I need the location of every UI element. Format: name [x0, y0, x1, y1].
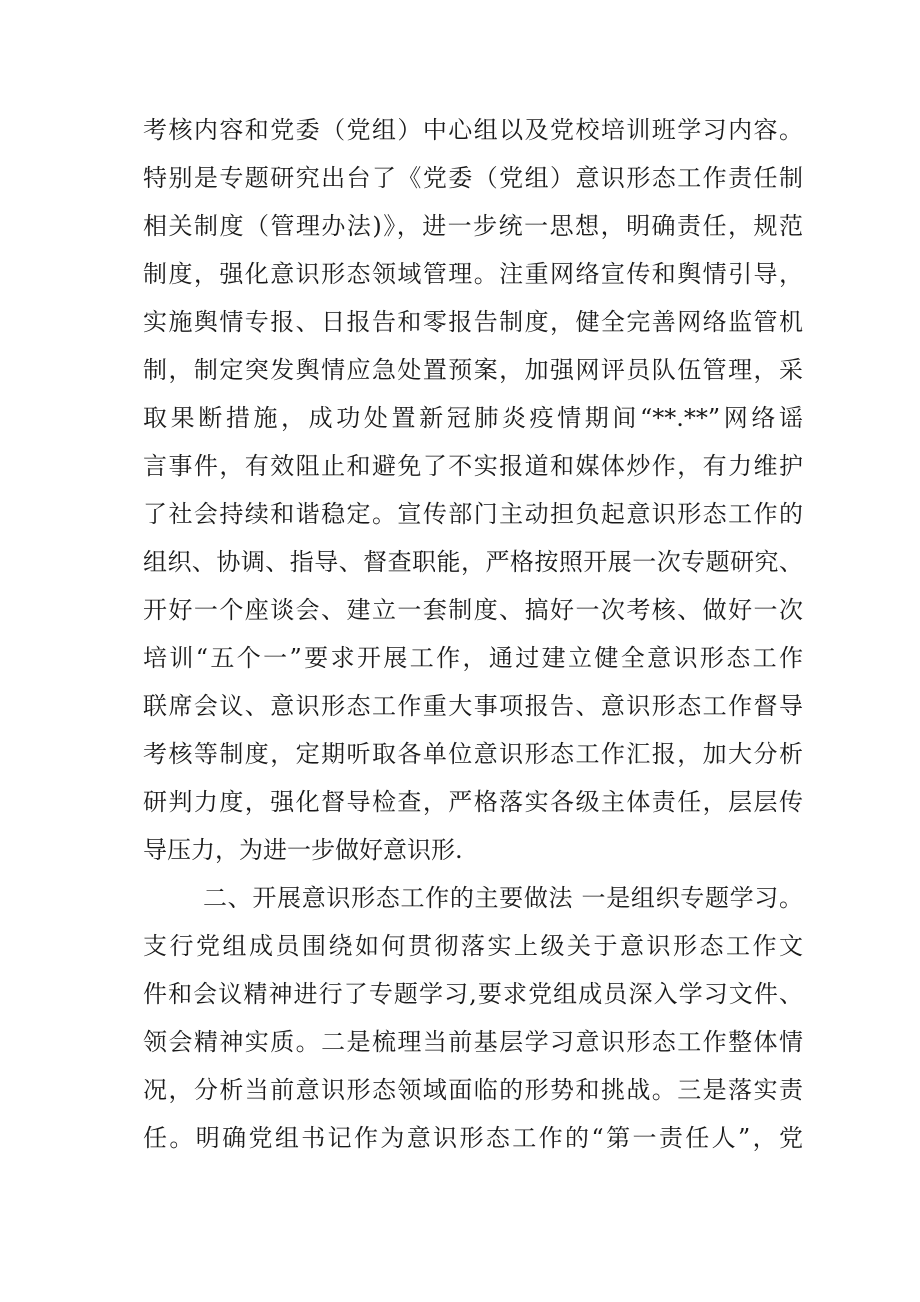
paragraph-line: 任。明确党组书记作为意识形态工作的“第一责任人”，党: [143, 1124, 803, 1152]
paragraph-line: 制，制定突发舆情应急处置预案，加强网评员队伍管理，采: [143, 356, 803, 384]
paragraph-line: 培训“五个一”要求开展工作，通过建立健全意识形态工作: [143, 644, 803, 672]
paragraph-line: 了社会持续和谐稳定。宣传部门主动担负起意识形态工作的: [143, 500, 803, 528]
paragraph-line: 组织、协调、指导、督查职能，严格按照开展一次专题研究、: [143, 548, 803, 576]
paragraph-line: 领会精神实质。二是梳理当前基层学习意识形态工作整体情: [143, 1028, 803, 1056]
paragraph-line: 联席会议、意识形态工作重大事项报告、意识形态工作督导: [143, 692, 803, 720]
paragraph-line: 相关制度（管理办法)》，进一步统一思想，明确责任，规范: [143, 212, 803, 240]
paragraph-line: 况，分析当前意识形态领域面临的形势和挑战。三是落实责: [143, 1076, 803, 1104]
paragraph-line: 考核内容和党委（党组）中心组以及党校培训班学习内容。: [143, 116, 803, 144]
paragraph-line: 考核等制度，定期听取各单位意识形态工作汇报，加大分析: [143, 740, 803, 768]
paragraph-line: 开好一个座谈会、建立一套制度、搞好一次考核、做好一次: [143, 596, 803, 624]
paragraph-line: 件和会议精神进行了专题学习,要求党组成员深入学习文件、: [143, 980, 803, 1008]
paragraph-line: 支行党组成员围绕如何贯彻落实上级关于意识形态工作文: [143, 932, 803, 960]
paragraph-line: 取果断措施，成功处置新冠肺炎疫情期间“**.**”网络谣: [143, 404, 803, 432]
paragraph-line: 研判力度，强化督导检查，严格落实各级主体责任，层层传: [143, 788, 803, 816]
paragraph-line: 制度，强化意识形态领域管理。注重网络宣传和舆情引导，: [143, 260, 803, 288]
paragraph-line: 导压力，为进一步做好意识形.: [143, 836, 463, 864]
paragraph-line: 言事件，有效阻止和避免了不实报道和媒体炒作，有力维护: [143, 452, 803, 480]
paragraph-line: 实施舆情专报、日报告和零报告制度，健全完善网络监管机: [143, 308, 803, 336]
section-heading-line: 二、开展意识形态工作的主要做法 一是组织专题学习。: [203, 884, 803, 912]
paragraph-line: 特别是专题研究出台了《党委（党组）意识形态工作责任制: [143, 164, 803, 192]
